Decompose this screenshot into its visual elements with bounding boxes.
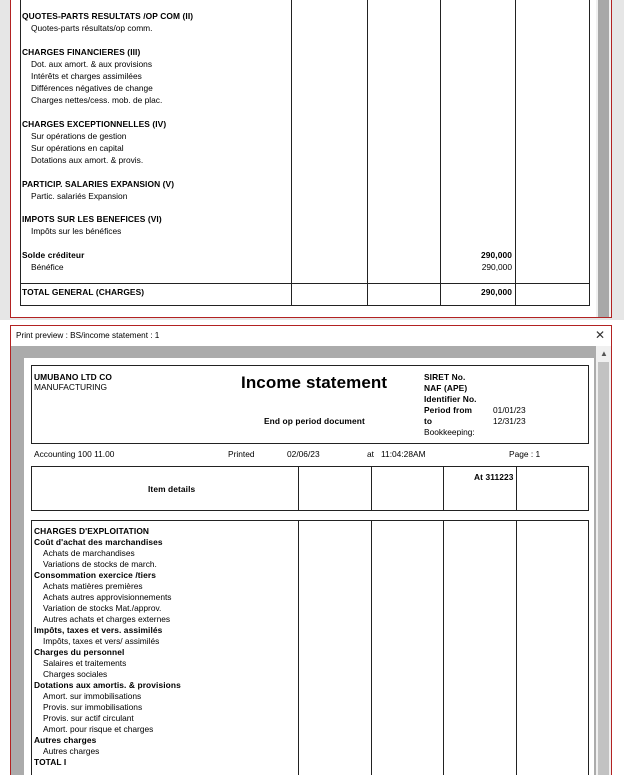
- total-label: TOTAL GENERAL (CHARGES): [22, 287, 145, 297]
- section-heading: CHARGES EXCEPTIONNELLES (IV): [22, 119, 167, 129]
- column-divider: [443, 520, 444, 775]
- accounting-label: Accounting 100 11.00: [34, 449, 115, 459]
- line-item: Partic. salariés Expansion: [31, 191, 128, 201]
- column-divider: [515, 0, 516, 305]
- line-item: Charges sociales: [43, 669, 108, 679]
- identifier-label: Identifier No.: [424, 394, 477, 404]
- report-title: Income statement: [241, 373, 388, 392]
- previous-page-view: [0, 0, 624, 320]
- line-item: Impôts, taxes et vers/ assimilés: [43, 636, 160, 646]
- page-number: Page : 1: [509, 449, 541, 459]
- window-border: [10, 317, 612, 318]
- scrollbar-thumb[interactable]: [598, 0, 609, 317]
- window-border: [10, 0, 11, 318]
- bookkeeping-label: Bookkeeping:: [424, 427, 475, 437]
- siret-label: SIRET No.: [424, 372, 466, 382]
- company-activity: MANUFACTURING: [34, 382, 108, 392]
- group-heading: Coût d'achat des marchandises: [34, 537, 163, 547]
- line-item: Achats autres approvisionnements: [43, 592, 172, 602]
- column-divider: [298, 520, 299, 775]
- window-title: Print preview : BS/income statement : 1: [16, 331, 160, 340]
- group-heading: Impôts, taxes et vers. assimilés: [34, 625, 163, 635]
- column-divider: [371, 466, 372, 511]
- line-item: Bénéfice: [31, 262, 64, 272]
- period-to-value: 12/31/23: [493, 416, 526, 426]
- line-item: Variations de stocks de march.: [43, 559, 157, 569]
- line-item: Dotations aux amort. & provis.: [31, 155, 144, 165]
- amount-value: 290,000: [481, 262, 512, 272]
- line-item: Impôts sur les bénéfices: [31, 226, 122, 236]
- line-item: Charges nettes/cess. mob. de plac.: [31, 95, 163, 105]
- period-from-value: 01/01/23: [493, 405, 526, 415]
- line-item: Sur opérations en capital: [31, 143, 124, 153]
- line-item: Sur opérations de gestion: [31, 131, 127, 141]
- company-name: UMUBANO LTD CO: [34, 372, 113, 382]
- line-item: Achats matières premières: [43, 581, 143, 591]
- line-item: Amort. sur immobilisations: [43, 691, 142, 701]
- period-from-label: Period from: [424, 405, 473, 415]
- section-heading: Solde créditeur: [22, 250, 85, 260]
- section-heading: PARTICIP. SALARIES EXPANSION (V): [22, 179, 175, 189]
- line-item: Provis. sur actif circulant: [43, 713, 134, 723]
- section-heading: CHARGES FINANCIERES (III): [22, 47, 141, 57]
- line-item: Autres achats et charges externes: [43, 614, 171, 624]
- scroll-up-icon[interactable]: ▲: [600, 349, 608, 358]
- line-item: Amort. pour risque et charges: [43, 724, 154, 734]
- printed-date: 02/06/23: [287, 449, 320, 459]
- period-to-label: to: [424, 416, 433, 426]
- total-amount: 290,000: [481, 287, 512, 297]
- section-heading: QUOTES-PARTS RESULTATS /OP COM (II): [22, 11, 194, 21]
- column-divider: [516, 520, 517, 775]
- column-divider: [291, 0, 292, 305]
- section-heading: IMPOTS SUR LES BENEFICES (VI): [22, 214, 162, 224]
- printed-time: 11:04:28AM: [381, 449, 426, 459]
- line-item: Dot. aux amort. & aux provisions: [31, 59, 153, 69]
- column-divider: [367, 0, 368, 305]
- at-label: at: [367, 449, 374, 459]
- date-column-header: At 311223: [474, 472, 514, 482]
- column-divider: [516, 466, 517, 511]
- line-item: Quotes-parts résultats/op comm.: [31, 23, 153, 33]
- naf-label: NAF (APE): [424, 383, 468, 393]
- close-icon[interactable]: ✕: [594, 328, 605, 342]
- column-divider: [443, 466, 444, 511]
- title-bar: [11, 325, 611, 346]
- group-heading: Dotations aux amortis. & provisions: [34, 680, 181, 690]
- line-item: Salaires et traitements: [43, 658, 127, 668]
- line-item: Achats de marchandises: [43, 548, 135, 558]
- scrollbar-thumb[interactable]: [598, 362, 609, 775]
- line-item: Provis. sur immobilisations: [43, 702, 143, 712]
- report-subtitle: End op period document: [264, 416, 365, 426]
- line-item: Autres charges: [43, 746, 100, 756]
- column-divider: [440, 0, 441, 305]
- group-heading: Autres charges: [34, 735, 97, 745]
- group-heading: Charges du personnel: [34, 647, 125, 657]
- group-heading: Consommation exercice /tiers: [34, 570, 156, 580]
- line-item: Variation de stocks Mat./approv.: [43, 603, 162, 613]
- total-separator: [21, 283, 589, 284]
- total-label: TOTAL I: [34, 757, 67, 767]
- column-divider: [371, 520, 372, 775]
- item-details-header: Item details: [148, 484, 196, 494]
- line-item: Intérêts et charges assimilées: [31, 71, 142, 81]
- section-heading: CHARGES D'EXPLOITATION: [34, 526, 150, 536]
- column-divider: [298, 466, 299, 511]
- printed-label: Printed: [228, 449, 255, 459]
- line-item: Différences négatives de change: [31, 83, 153, 93]
- window-border: [611, 0, 612, 318]
- amount-value: 290,000: [481, 250, 512, 260]
